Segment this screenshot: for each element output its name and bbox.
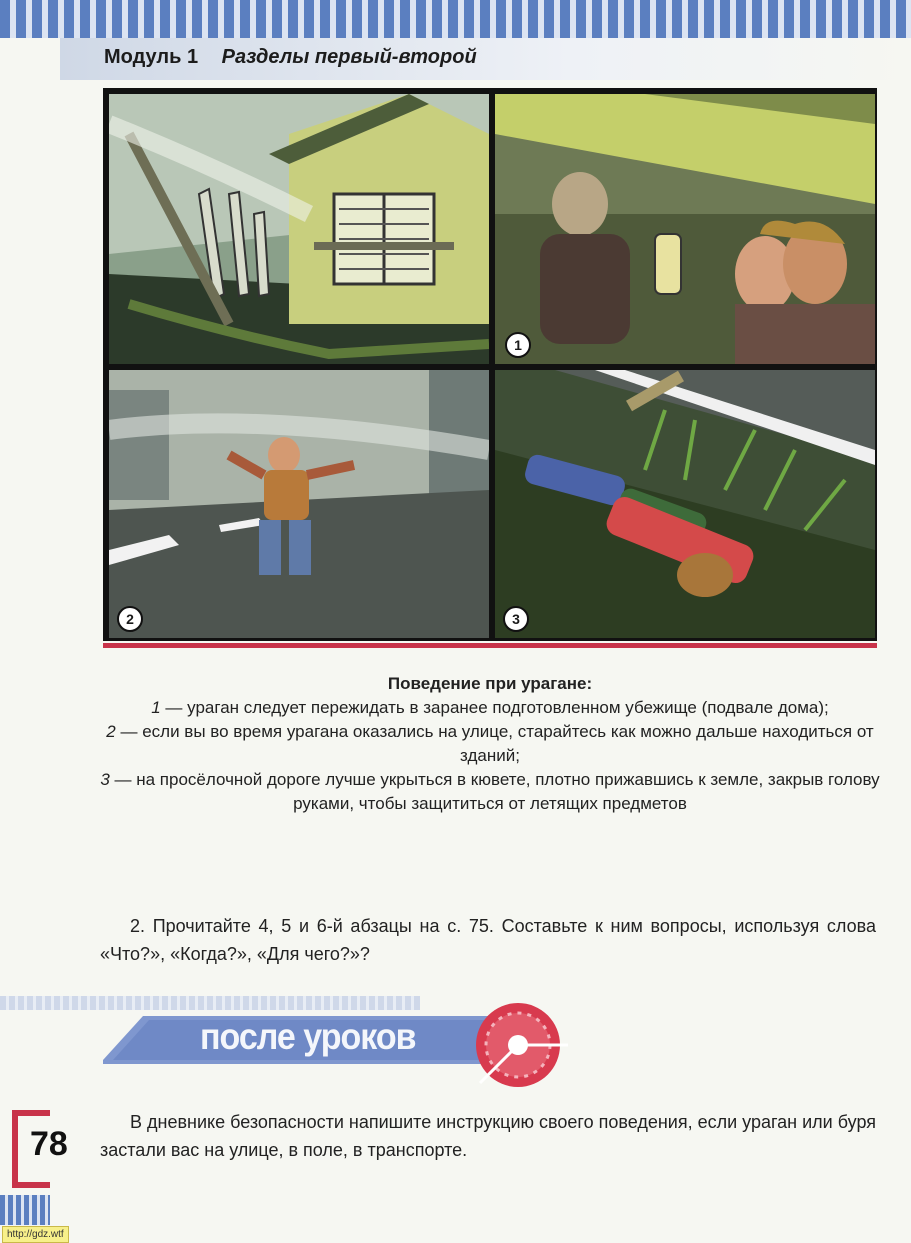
caption-item-2-text: — если вы во время урагана оказались на улице, старайтесь как можно дальше находиться от зданий; bbox=[115, 722, 874, 765]
panel-street bbox=[109, 370, 489, 638]
caption-item-2-number: 2 bbox=[106, 722, 116, 741]
comic-bottom-rule bbox=[103, 643, 877, 648]
caption-item-3-number: 3 bbox=[100, 770, 110, 789]
watermark-link[interactable]: http://gdz.wtf bbox=[2, 1226, 69, 1243]
caption-item-1 bbox=[100, 696, 880, 720]
comic-illustration bbox=[103, 88, 877, 641]
page-header bbox=[104, 46, 477, 69]
caption-item-2 bbox=[100, 720, 880, 768]
panel-shelter bbox=[495, 94, 875, 364]
caption-item-3 bbox=[100, 768, 880, 816]
hurricane-behavior-caption bbox=[100, 672, 880, 816]
panel-ditch bbox=[495, 370, 875, 638]
caption-item-3-text: — на просёлочной дороге лучше укрыться в кювете, плотно прижавшись к земле, закрыв голову руками, чтобы защититься от летящих предметов bbox=[109, 770, 880, 813]
top-stripe-decoration bbox=[0, 0, 911, 38]
house-storm-illustration bbox=[109, 94, 489, 364]
shelter-illustration bbox=[495, 94, 875, 364]
page-number: 78 bbox=[30, 1125, 68, 1163]
task-2-text: 2. Прочитайте 4, 5 и 6-й абзацы на с. 75. Составьте к ним вопросы, используя слова «Что?», «Когда?», «Для чего?»? bbox=[100, 916, 876, 964]
after-lessons-band bbox=[0, 996, 420, 1010]
street-illustration bbox=[109, 370, 489, 638]
sections-label: Разделы первый-второй bbox=[221, 46, 477, 68]
caption-title: Поведение при урагане: bbox=[387, 674, 593, 693]
panel-number-2: 2 bbox=[117, 606, 143, 632]
panel-number-3: 3 bbox=[503, 606, 529, 632]
bottom-stripe-decoration bbox=[0, 1195, 50, 1225]
caption-item-1-number: 1 bbox=[151, 698, 161, 717]
panel-number-1: 1 bbox=[505, 332, 531, 358]
panel-house-storm bbox=[109, 94, 489, 364]
ditch-illustration bbox=[495, 370, 875, 638]
after-lessons-title: после уроков bbox=[200, 1016, 416, 1058]
caption-item-1-text: — ураган следует пережидать в заранее подготовленном убежище (подвале дома); bbox=[160, 698, 829, 717]
module-label: Модуль 1 bbox=[104, 46, 199, 68]
clock-icon bbox=[470, 995, 570, 1095]
homework-text: В дневнике безопасности напишите инструкцию своего поведения, если ураган или буря застали вас на улице, в поле, в транспорте. bbox=[100, 1112, 876, 1160]
